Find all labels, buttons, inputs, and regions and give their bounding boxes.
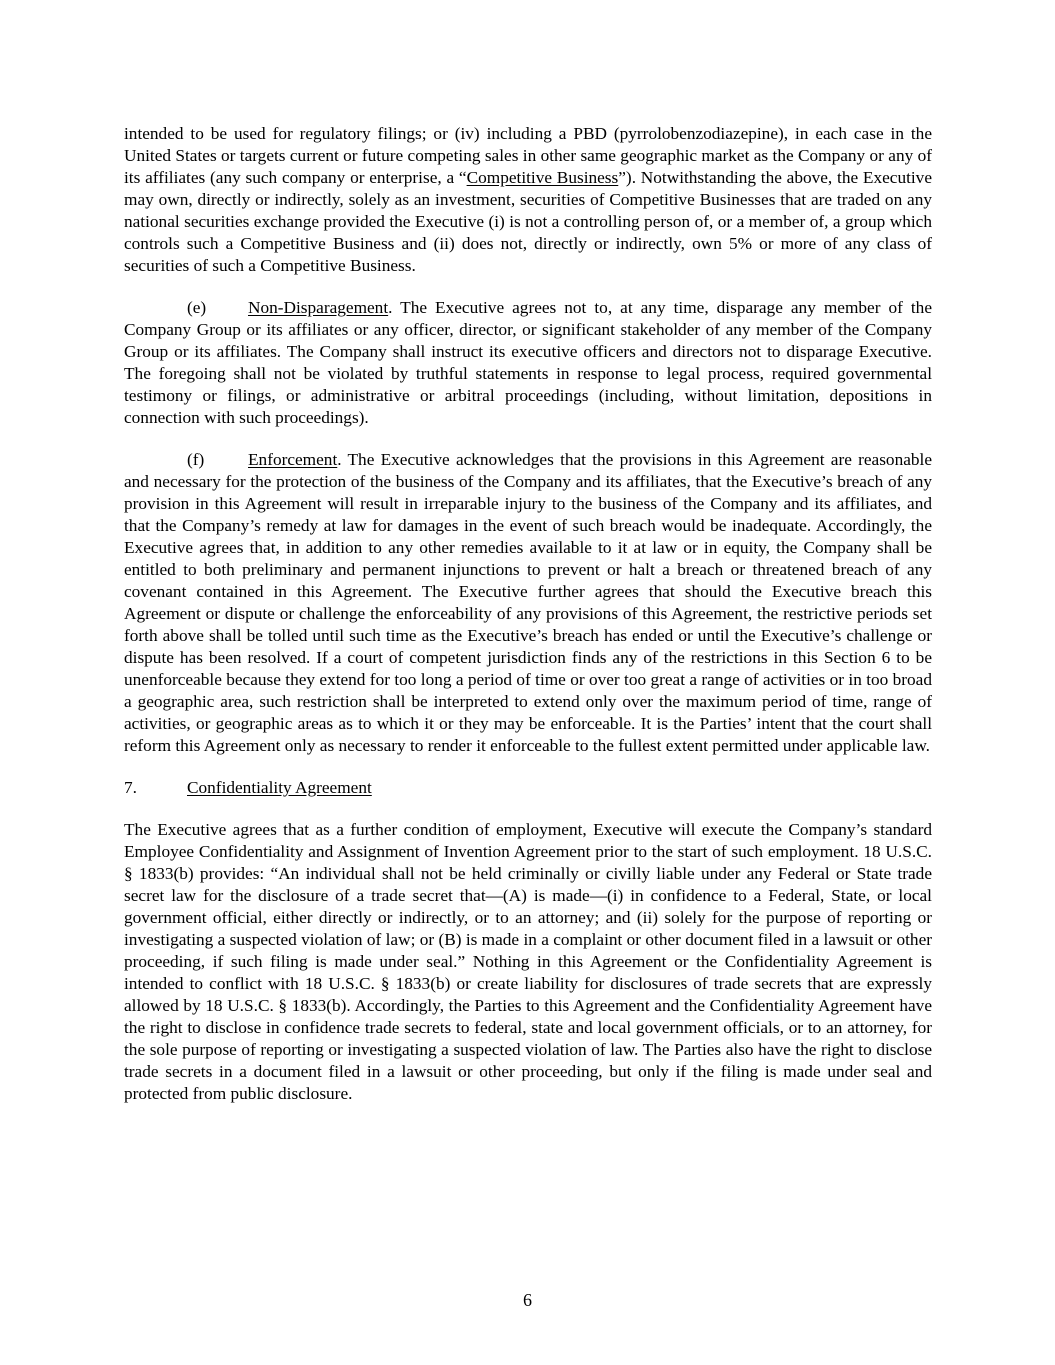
clause-body: . The Executive acknowledges that the provisions in this Agreement are reasonable and necessary for the protection of the business of the Company and its affiliates, that the Executive’s breach of any provision in this Agreement will result in irreparable injury to the business of the Company and its affiliates, and that the Company’s remedy at law for damages in the event of such breach would be inadequate. Accordingly, the Executive agrees that, in addition to any other remedies available to it at law or in equity, the Company shall be entitled to both preliminary and permanent injunctions to prevent or halt a breach or threatened breach of any covenant contained in this Agreement. The Executive further agrees that should the Executive breach this Agreement or dispute or challenge the enforceability of any provisions of this Agreement, the restrictive periods set forth above shall be tolled until such time as the Executive’s breach has ended or until the Executive’s challenge or dispute has been resolved. If a court of competent jurisdiction finds any of the restrictions in this Section 6 to be unenforceable because they extend for too long a period of time or over too great a range of activities or in too broad a geographic area, such restriction shall be interpreted to extend only over the maximum period of time, range of activities, or geographic areas as to which it or they may be enforceable. It is the Parties’ intent that the court shall reform this Agreement only as necessary to render it enforceable to the fullest extent permitted under applicable law. — [124, 450, 932, 755]
paragraph-non-disparagement — [124, 297, 932, 429]
paragraph-enforcement — [124, 449, 932, 757]
clause-body: . The Executive agrees not to, at any time, disparage any member of the Company Group or its affiliates or any officer, director, or significant stakeholder of any member of the Company Group or its affiliates. The Company shall instruct its executive officers and directors not to disparage Executive. The foregoing shall not be violated by truthful statements in response to legal process, required governmental testimony or filings, or administrative or arbitral proceedings (including, without limitation, depositions in connection with such proceedings). — [124, 298, 932, 427]
paragraph-confidentiality — [124, 819, 932, 1105]
clause-label: (e) — [187, 298, 207, 317]
clause-title-non-disparagement: Non-Disparagement — [248, 298, 389, 317]
defined-term-competitive-business: Competitive Business — [466, 168, 619, 187]
paragraph-text: ”). Notwithstanding the above, the Executive may own, directly or indirectly, solely as an investment, securities of Competitive Businesses that are traded on any national securities exchange provided the Executive (i) is not a controlling person of, or a member of, a group which controls such a Competitive Business and (ii) does not, directly or indirectly, own 5% or more of any class of securities of such a Competitive Business. — [124, 168, 932, 275]
section-title: Confidentiality Agreement — [187, 778, 372, 797]
paragraph-text: The Executive agrees that as a further condition of employment, Executive will execute the Company’s standard Employee Confidentiality and Assignment of Invention Agreement prior to the start of such employment. 18 U.S.C. § 1833(b) provides: “An individual shall not be held criminally or civilly liable under any Federal or State trade secret law for the disclosure of a trade secret that—(A) is made—(i) in confidence to a Federal, State, or local government official, either directly or indirectly, or to an attorney; and (ii) solely for the purpose of reporting or investigating a suspected violation of law; or (B) is made in a complaint or other document filed in a lawsuit or other proceeding, if such filing is made under seal.” Nothing in this Agreement or the Confidentiality Agreement is intended to conflict with 18 U.S.C. § 1833(b) or create liability for disclosures of trade secrets that are expressly allowed by 18 U.S.C. § 1833(b). Accordingly, the Parties to this Agreement and the Confidentiality Agreement have the right to disclose in confidence trade secrets to federal, state and local government officials, or to an attorney, for the sole purpose of reporting or investigating a suspected violation of law. The Parties also have the right to disclose trade secrets in a document filed in a lawsuit or other proceeding, but only if the filing is made under seal and protected from public disclosure. — [124, 820, 932, 1103]
clause-title-enforcement: Enforcement — [248, 450, 338, 469]
document-page — [124, 123, 932, 1125]
section-heading-confidentiality — [124, 777, 932, 799]
page-number: 6 — [523, 1290, 532, 1310]
paragraph-competitive-business — [124, 123, 932, 277]
clause-label: (f) — [187, 450, 205, 469]
paragraph-text: intended to be used for regulatory filings; or (iv) including a PBD (pyrrolobenzodiazepine), in each case in the United States or targets current or future competing sales in other same geographic market as the Company or any of its affiliates (any such company or enterprise, a “ — [124, 124, 932, 187]
section-number: 7. — [124, 778, 137, 797]
